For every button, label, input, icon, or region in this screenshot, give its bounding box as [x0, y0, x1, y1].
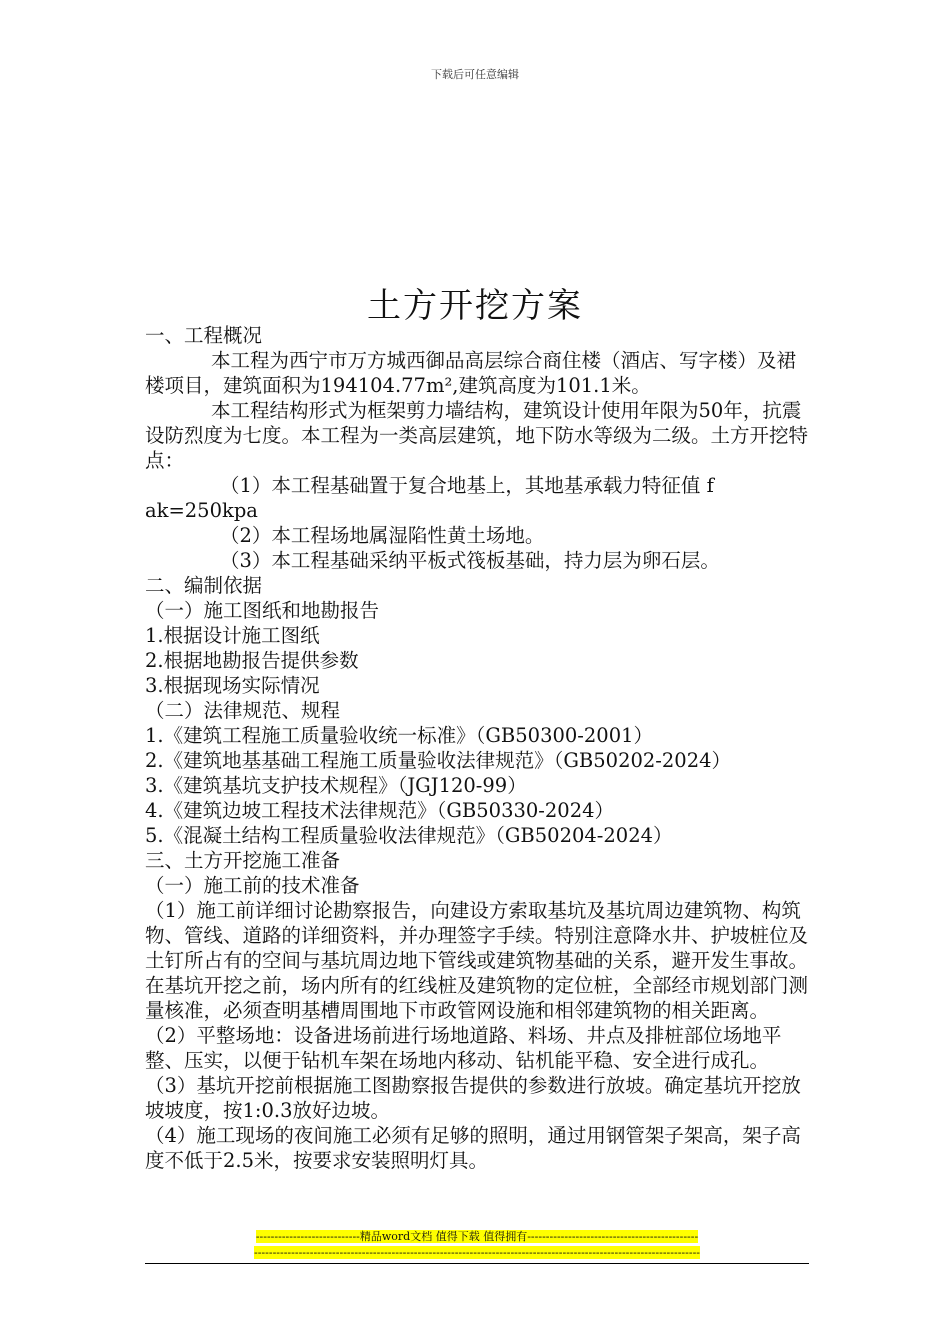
regulation-item: 5.《混凝土结构工程质量验收法律规范》（GB50204-2024）	[145, 824, 673, 847]
subsection-technical-prep: （一）施工前的技术准备	[145, 874, 360, 897]
overview-paragraph-1: 本工程为西宁市万方城西御品高层综合商住楼（酒店、写字楼）及裙楼项目，建筑面积为194104.77m²,建筑高度为101.1米。	[145, 349, 797, 397]
feature-item-1-continuation: ak=250kpa	[145, 499, 258, 522]
regulation-item: 1.《建筑工程施工质量验收统一标准》（GB50300-2001）	[145, 724, 654, 747]
feature-item-3: （3）本工程基础采纳平板式筏板基础，持力层为卵石层。	[220, 549, 720, 572]
document-body	[145, 323, 809, 1173]
footer-banner-dashes	[145, 1246, 809, 1260]
prep-item: （3）基坑开挖前根据施工图勘察报告提供的参数进行放坡。确定基坑开挖放坡坡度，按1:0.3放好边坡。	[145, 1074, 801, 1122]
subsection-drawings-reports: （一）施工图纸和地勘报告	[145, 599, 380, 622]
basis-item: 3.根据现场实际情况	[145, 674, 320, 697]
prep-item: （1）施工前详细讨论勘察报告，向建设方索取基坑及基坑周边建筑物、构筑物、管线、道路的详细资料，并办理签字手续。特别注意降水井、护坡桩位及土钉所占有的空间与基坑周边地下管线或建筑物基础的关系，避开发生事故。在基坑开挖之前，场内所有的红线桩及建筑物的定位桩，全部经市规划部门测量核准，必须查明基槽周围地下市政管网设施和相邻建筑物的相关距离。	[145, 899, 809, 1022]
section-heading-basis: 二、编制依据	[145, 574, 263, 597]
prep-item: （4）施工现场的夜间施工必须有足够的照明，通过用钢管架子架高，架子高度不低于2.5米，按要求安装照明灯具。	[145, 1124, 801, 1172]
overview-paragraph-2: 本工程结构形式为框架剪力墙结构，建筑设计使用年限为50年，抗震设防烈度为七度。本工程为一类高层建筑，地下防水等级为二级。土方开挖特点：	[145, 399, 809, 472]
footer-banner	[145, 1230, 809, 1244]
footer-banner-line-1: ----------------------------精品word文档 值得下载 值得拥有----------------------------------------------	[255, 1230, 699, 1243]
prep-item: （2）平整场地：设备进场前进行场地道路、料场、井点及排桩部位场地平整、压实，以便于钻机车架在场地内移动、钻机能平稳、安全进行成孔。	[145, 1024, 782, 1072]
regulation-item: 3.《建筑基坑支护技术规程》（JGJ120-99）	[145, 774, 527, 797]
regulation-item: 4.《建筑边坡工程技术法律规范》（GB50330-2024）	[145, 799, 615, 822]
feature-item-2: （2）本工程场地属湿陷性黄土场地。	[220, 524, 545, 547]
section-heading-preparation: 三、土方开挖施工准备	[145, 849, 341, 872]
subsection-regulations: （二）法律规范、规程	[145, 699, 341, 722]
basis-item: 2.根据地勘报告提供参数	[145, 649, 359, 672]
footer-banner-line-2: ------------------------------------------------------------------------------------------------------------------------	[253, 1246, 700, 1259]
document-title: 土方开挖方案	[367, 286, 583, 326]
footer-rule	[145, 1263, 809, 1264]
regulation-item: 2.《建筑地基基础工程施工质量验收法律规范》（GB50202-2024）	[145, 749, 732, 772]
page-header-note: 下载后可任意编辑	[431, 68, 519, 81]
basis-item: 1.根据设计施工图纸	[145, 624, 320, 647]
feature-item-1: （1）本工程基础置于复合地基上，其地基承载力特征值 f	[220, 474, 714, 497]
section-heading-overview: 一、工程概况	[145, 324, 263, 347]
